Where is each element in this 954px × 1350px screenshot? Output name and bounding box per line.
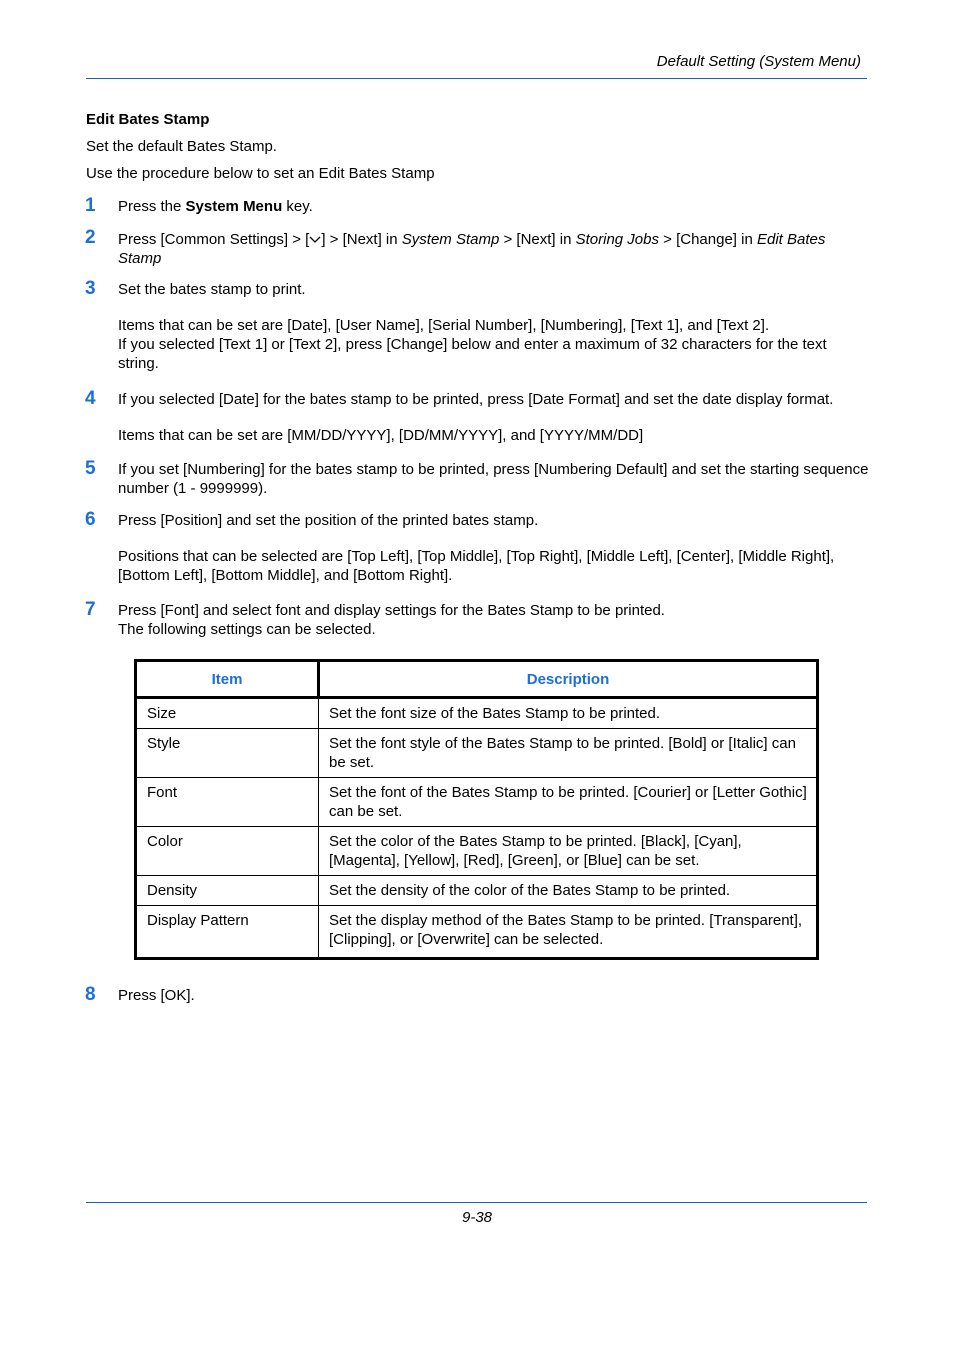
table-row <box>136 906 818 959</box>
page-number: 9-38 <box>461 1209 493 1226</box>
system-menu-key-label: System Menu <box>185 198 283 215</box>
step-text: Press [Position] and set the position of the printed bates stamp. <box>118 512 539 529</box>
intro-text: Set the default Bates Stamp. <box>86 138 277 155</box>
step-number: 5 <box>85 458 96 479</box>
item-cell: Size <box>136 698 319 729</box>
running-header: Default Setting (System Menu) <box>656 53 861 70</box>
table-row <box>136 876 818 906</box>
description-cell: Set the display method of the Bates Stamp to be printed. [Transparent], [Clipping], or [Overwrite] can be selected. <box>319 906 818 959</box>
description-cell: Set the color of the Bates Stamp to be printed. [Black], [Cyan], [Magenta], [Yellow], [Red], [Green], or [Blue] can be set. <box>319 827 818 876</box>
step-text: If you set [Numbering] for the bates stamp to be printed, press [Numbering Default] and set the starting sequence number (1 - 9999999). <box>118 461 869 497</box>
step-number: 8 <box>85 984 96 1005</box>
section-title: Edit Bates Stamp <box>86 111 210 128</box>
table-row <box>136 698 818 729</box>
step-number: 2 <box>85 227 96 248</box>
column-header-description: Description <box>319 661 818 698</box>
step-number: 6 <box>85 509 96 530</box>
step-text: Set the bates stamp to print. <box>118 281 306 298</box>
step-text: Press the System Menu key. <box>118 198 313 215</box>
step-number: 7 <box>85 599 96 620</box>
description-cell: Set the font size of the Bates Stamp to be printed. <box>319 698 818 729</box>
chevron-down-icon <box>309 229 321 235</box>
step-text: Press [Font] and select font and display settings for the Bates Stamp to be printed. The following settings can be selected. <box>118 602 665 638</box>
step-text: Press [Common Settings] > [ ] > [Next] in System Stamp > [Next] in Storing Jobs > [Change] in Edit Bates Stamp <box>118 231 826 267</box>
step-text: If you selected [Date] for the bates stamp to be printed, press [Date Format] and set the date display format. <box>118 391 834 408</box>
header-rule <box>86 78 867 79</box>
footer-rule <box>86 1202 867 1203</box>
table-row <box>136 729 818 778</box>
step-number: 4 <box>85 388 96 409</box>
column-header-item: Item <box>136 661 319 698</box>
step-text: Press [OK]. <box>118 987 195 1004</box>
step-number: 1 <box>85 195 96 216</box>
item-cell: Style <box>136 729 319 778</box>
step-note: Items that can be set are [Date], [User Name], [Serial Number], [Numbering], [Text 1], and [Text 2]. If you selected [Text 1] or [Text 2], press [Change] below and enter a maximum of 32 characters for the text string. <box>118 317 827 372</box>
item-cell: Density <box>136 876 319 906</box>
step-note: Items that can be set are [MM/DD/YYYY], [DD/MM/YYYY], and [YYYY/MM/DD] <box>118 427 644 444</box>
description-cell: Set the font of the Bates Stamp to be printed. [Courier] or [Letter Gothic] can be set. <box>319 778 818 827</box>
description-cell: Set the font style of the Bates Stamp to be printed. [Bold] or [Italic] can be set. <box>319 729 818 778</box>
step-note: Positions that can be selected are [Top Left], [Top Middle], [Top Right], [Middle Left], [Center], [Middle Right], [Bottom Left], [Bottom Middle], and [Bottom Right]. <box>118 548 835 584</box>
table-row <box>136 827 818 876</box>
table-header-row <box>136 661 818 698</box>
table-row <box>136 778 818 827</box>
font-settings-table <box>134 659 819 960</box>
item-cell: Display Pattern <box>136 906 319 959</box>
intro-text: Use the procedure below to set an Edit Bates Stamp <box>86 165 435 182</box>
item-cell: Color <box>136 827 319 876</box>
step-number: 3 <box>85 278 96 299</box>
description-cell: Set the density of the color of the Bates Stamp to be printed. <box>319 876 818 906</box>
item-cell: Font <box>136 778 319 827</box>
